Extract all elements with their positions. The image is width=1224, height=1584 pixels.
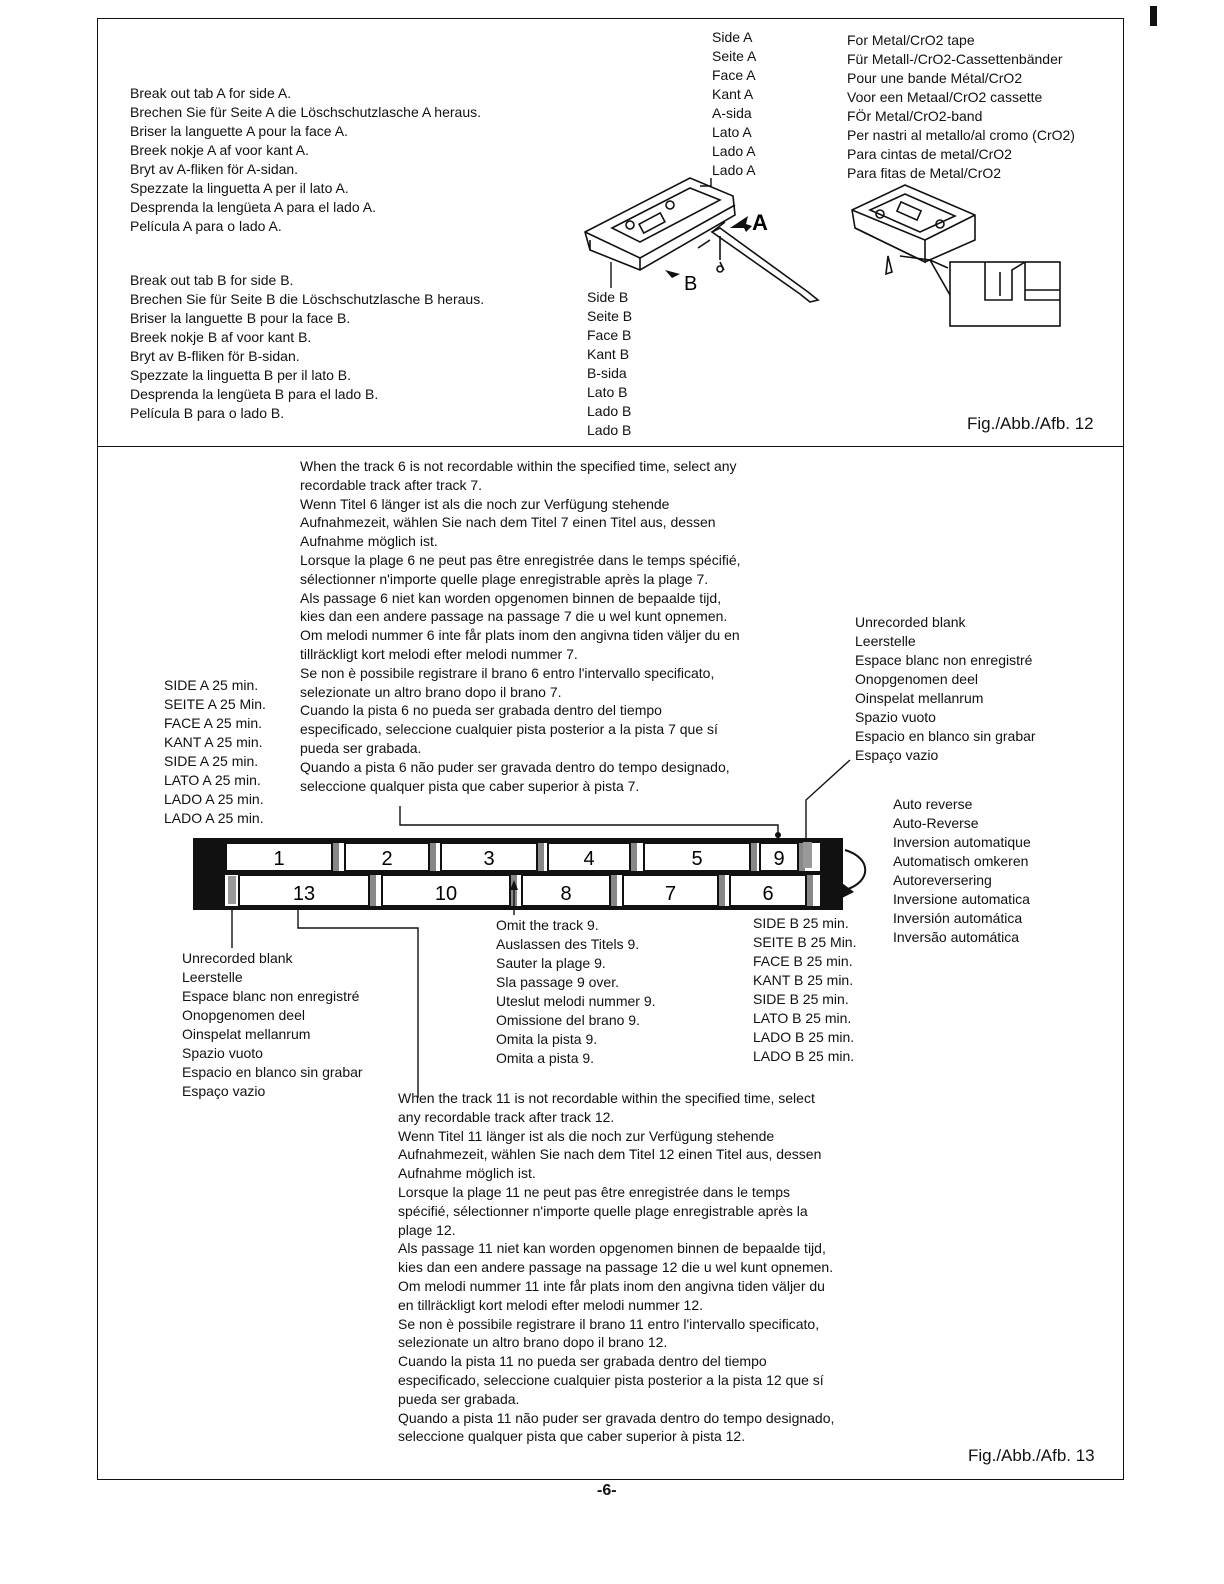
text-line: LADO B 25 min. bbox=[753, 1048, 855, 1064]
text-line: FÖr Metal/CrO2-band bbox=[847, 108, 983, 124]
text-line: When the track 11 is not recordable within the specified time, select bbox=[398, 1090, 815, 1106]
text-line: SIDE B 25 min. bbox=[753, 991, 849, 1007]
text-line: Lorsque la plage 11 ne peut pas être enregistrée dans le temps bbox=[398, 1183, 790, 1200]
text-line: Lato A bbox=[712, 124, 752, 140]
text-line: Onopgenomen deel bbox=[182, 1007, 305, 1023]
top-track-track-number: 2 bbox=[381, 848, 393, 870]
text-line: seleccione qualquer pista que caber superior à pista 12. bbox=[398, 1428, 746, 1445]
text-line: Break out tab B for side B. bbox=[130, 272, 294, 288]
text-line: Voor een Metaal/CrO2 cassette bbox=[847, 89, 1043, 105]
text-line: B-sida bbox=[587, 365, 627, 381]
bottom-track-track-number: 13 bbox=[292, 883, 316, 905]
text-line: Als passage 11 niet kan worden opgenomen binnen de bepaalde tijd, bbox=[398, 1240, 826, 1257]
text-line: Película B para o lado B. bbox=[130, 405, 285, 421]
top-track-track-number: 3 bbox=[483, 848, 495, 870]
bottom-track-track-number: 7 bbox=[664, 883, 677, 905]
bottom-track-track-number: 6 bbox=[762, 883, 774, 905]
text-line: Kant A bbox=[712, 86, 754, 102]
text-line: SEITE B 25 Min. bbox=[753, 934, 857, 950]
cassette-tab-illustration bbox=[585, 178, 818, 302]
page-number: -6- bbox=[597, 1482, 617, 1499]
text-line: Breek nokje B af voor kant B. bbox=[130, 329, 312, 345]
tape-track-diagram bbox=[193, 838, 843, 910]
track-gap bbox=[611, 875, 617, 906]
text-line: Aufnahmezeit, wählen Sie nach dem Titel 12 einen Titel aus, dessen bbox=[398, 1146, 822, 1163]
text-line: Wenn Titel 11 länger ist als die noch zur Verfügung stehende bbox=[398, 1127, 775, 1144]
text-line: Espacio en blanco sin grabar bbox=[182, 1064, 363, 1080]
text-line: Om melodi nummer 11 inte får plats inom den angivna tiden väljer du bbox=[398, 1277, 825, 1294]
text-line: Espaço vazio bbox=[855, 747, 939, 763]
text-line: selezionate un altro brano dopo il brano 7. bbox=[300, 683, 562, 700]
text-line: pueda ser grabada. bbox=[398, 1390, 520, 1407]
text-line: FACE A 25 min. bbox=[164, 715, 263, 731]
track-gap bbox=[631, 843, 637, 871]
text-line: Auto reverse bbox=[893, 796, 973, 812]
text-line: Para fitas de Metal/CrO2 bbox=[847, 165, 1002, 181]
top-track-cells bbox=[226, 843, 805, 871]
text-line: kies dan een andere passage na passage 7 die u wel kunt opnemen. bbox=[300, 608, 728, 625]
diagram-letter-b: B bbox=[684, 273, 698, 295]
pointer-dot bbox=[775, 832, 781, 838]
text-line: LATO B 25 min. bbox=[753, 1010, 852, 1026]
text-line: Espace blanc non enregistré bbox=[182, 988, 360, 1004]
text-line: Briser la languette A pour la face A. bbox=[130, 123, 348, 139]
text-line: Aufnahmezeit, wählen Sie nach dem Titel 7 einen Titel aus, dessen bbox=[300, 514, 716, 531]
text-line: A-sida bbox=[712, 105, 752, 121]
text-line: Omita la pista 9. bbox=[496, 1031, 598, 1047]
text-line: Se non è possibile registrare il brano 6 entro l'intervallo specificato, bbox=[300, 664, 715, 681]
text-line: Breek nokje A af voor kant A. bbox=[130, 142, 309, 158]
track-gap bbox=[430, 843, 436, 871]
text-line: Omita a pista 9. bbox=[496, 1050, 595, 1066]
text-line: Unrecorded blank bbox=[855, 614, 966, 630]
text-line: When the track 6 is not recordable within the specified time, select any bbox=[300, 458, 737, 474]
text-line: Cuando la pista 11 no pueda ser grabada dentro del tiempo bbox=[398, 1353, 767, 1370]
text-line: LATO A 25 min. bbox=[164, 772, 261, 788]
text-line: Se non è possibile registrare il brano 11 entro l'intervallo specificato, bbox=[398, 1315, 820, 1332]
text-line: Auslassen des Titels 9. bbox=[496, 936, 640, 952]
fig12-label: Fig./Abb./Afb. 12 bbox=[967, 414, 1094, 433]
text-line: Omit the track 9. bbox=[496, 917, 599, 933]
text-line: Película A para o lado A. bbox=[130, 218, 282, 234]
text-line: SIDE B 25 min. bbox=[753, 915, 849, 931]
text-line: Lado A bbox=[712, 162, 756, 178]
text-line: Onopgenomen deel bbox=[855, 671, 978, 687]
text-line: Side B bbox=[587, 289, 629, 305]
top-track-track-number: 5 bbox=[691, 848, 703, 870]
bottom-track-track-number: 10 bbox=[434, 883, 458, 905]
text-line: Espacio en blanco sin grabar bbox=[855, 728, 1036, 744]
text-line: en tillräckligt kort melodi efter melodi nummer 12. bbox=[398, 1296, 704, 1313]
fig13-leader-lines bbox=[232, 760, 865, 1098]
text-line: Autoreversering bbox=[893, 872, 992, 888]
text-line: Briser la languette B pour la face B. bbox=[130, 310, 351, 326]
text-line: Face B bbox=[587, 327, 632, 343]
text-line: Lorsque la plage 6 ne peut pas être enregistrée dans le temps spécifié, bbox=[300, 551, 741, 568]
top-track-track-number: 1 bbox=[273, 848, 285, 870]
text-line: seleccione qualquer pista que caber superior à pista 7. bbox=[300, 777, 640, 794]
top-track-track-number: 9 bbox=[773, 848, 785, 870]
track-gap bbox=[807, 875, 813, 906]
text-line: selezionate un altro brano dopo il brano 12. bbox=[398, 1334, 668, 1351]
auto-reverse-arrow-icon bbox=[842, 883, 854, 898]
text-line: especificado, seleccione cualquier pista posterior a la pista 12 que sí bbox=[398, 1371, 824, 1388]
text-line: Break out tab A for side A. bbox=[130, 85, 292, 101]
text-line: Cuando la pista 6 no pueda ser grabada dentro del tiempo bbox=[300, 702, 662, 719]
fig13-label: Fig./Abb./Afb. 13 bbox=[968, 1446, 1095, 1465]
text-line: Inversione automatica bbox=[893, 891, 1030, 907]
diagram-letter-a: A bbox=[752, 210, 768, 235]
text-line: Brechen Sie für Seite A die Löschschutzlasche A heraus. bbox=[130, 104, 481, 120]
text-line: SIDE A 25 min. bbox=[164, 753, 259, 769]
text-line: KANT A 25 min. bbox=[164, 734, 263, 750]
text-line: pueda ser grabada. bbox=[300, 739, 422, 756]
text-line: Inversão automática bbox=[893, 929, 1020, 945]
text-line: Wenn Titel 6 länger ist als die noch zur Verfügung stehende bbox=[300, 495, 670, 512]
text-line: Espaço vazio bbox=[182, 1083, 266, 1099]
text-line: Quando a pista 6 não puder ser gravada dentro do tempo designado, bbox=[300, 758, 730, 775]
text-line: Seite B bbox=[587, 308, 633, 324]
text-line: Per nastri al metallo/al cromo (CrO2) bbox=[847, 127, 1075, 143]
text-line: Lato B bbox=[587, 384, 628, 400]
unrecorded-blank-marker bbox=[803, 842, 812, 868]
text-line: Auto-Reverse bbox=[893, 815, 979, 831]
text-line: Spezzate la linguetta A per il lato A. bbox=[130, 180, 349, 196]
text-line: Face A bbox=[712, 67, 756, 83]
text-line: LADO A 25 min. bbox=[164, 791, 264, 807]
text-line: Espace blanc non enregistré bbox=[855, 652, 1033, 668]
text-line: Brechen Sie für Seite B die Löschschutzlasche B heraus. bbox=[130, 291, 485, 307]
text-line: sélectionner n'importe quelle plage enregistrable après la plage 7. bbox=[300, 570, 709, 587]
text-line: Sauter la plage 9. bbox=[496, 955, 606, 971]
text-line: Om melodi nummer 6 inte får plats inom den angivna tiden väljer du en bbox=[300, 627, 740, 644]
text-line: Spazio vuoto bbox=[182, 1045, 263, 1061]
text-line: any recordable track after track 12. bbox=[398, 1108, 615, 1125]
text-line: For Metal/CrO2 tape bbox=[847, 32, 975, 48]
text-line: Spezzate la linguetta B per il lato B. bbox=[130, 367, 352, 383]
text-line: Lado B bbox=[587, 403, 632, 419]
text-line: Kant B bbox=[587, 346, 630, 362]
text-line: Leerstelle bbox=[182, 969, 243, 985]
track-gap bbox=[333, 843, 339, 871]
text-line: Oinspelat mellanrum bbox=[855, 690, 984, 706]
track-gap bbox=[538, 843, 544, 871]
text-line: SIDE A 25 min. bbox=[164, 677, 259, 693]
text-line: Sla passage 9 over. bbox=[496, 974, 619, 990]
text-line: Desprenda la lengüeta A para el lado A. bbox=[130, 199, 376, 215]
text-line: LADO A 25 min. bbox=[164, 810, 264, 826]
text-line: Para cintas de metal/CrO2 bbox=[847, 146, 1012, 162]
text-line: Pour une bande Métal/CrO2 bbox=[847, 70, 1023, 86]
text-line: especificado, seleccione cualquier pista posterior a la pista 7 que sí bbox=[300, 721, 718, 738]
text-line: Als passage 6 niet kan worden opgenomen binnen de bepaalde tijd, bbox=[300, 589, 722, 606]
text-line: Omissione del brano 9. bbox=[496, 1012, 640, 1028]
text-line: recordable track after track 7. bbox=[300, 476, 483, 493]
metal-tape-illustration bbox=[852, 185, 1060, 326]
text-line: Aufnahme möglich ist. bbox=[300, 533, 438, 550]
bottom-track-track-number: 8 bbox=[560, 883, 572, 905]
text-line: plage 12. bbox=[398, 1221, 456, 1238]
top-track-track-number: 4 bbox=[583, 848, 595, 870]
track-gap bbox=[719, 875, 725, 906]
text-line: SEITE A 25 Min. bbox=[164, 696, 266, 712]
text-line: Unrecorded blank bbox=[182, 950, 293, 966]
text-line: Side A bbox=[712, 29, 753, 45]
text-line: spécifié, sélectionner n'importe quelle plage enregistrable après la bbox=[398, 1202, 808, 1219]
text-line: Spazio vuoto bbox=[855, 709, 936, 725]
text-line: Lado A bbox=[712, 143, 756, 159]
text-line: Automatisch omkeren bbox=[893, 853, 1029, 869]
track-gap bbox=[370, 875, 376, 906]
text-line: Desprenda la lengüeta B para el lado B. bbox=[130, 386, 379, 402]
unrecorded-blank-marker bbox=[228, 876, 236, 904]
text-line: Leerstelle bbox=[855, 633, 916, 649]
text-line: LADO B 25 min. bbox=[753, 1029, 855, 1045]
text-line: Lado B bbox=[587, 422, 632, 438]
text-line: Bryt av B-fliken för B-sidan. bbox=[130, 348, 300, 364]
text-line: FACE B 25 min. bbox=[753, 953, 853, 969]
text-line: KANT B 25 min. bbox=[753, 972, 854, 988]
text-line: Uteslut melodi nummer 9. bbox=[496, 993, 656, 1009]
text-line: Oinspelat mellanrum bbox=[182, 1026, 311, 1042]
text-line: tillräckligt kort melodi efter melodi nummer 7. bbox=[300, 645, 578, 662]
text-line: Quando a pista 11 não puder ser gravada dentro do tempo designado, bbox=[398, 1409, 835, 1426]
text-line: Seite A bbox=[712, 48, 757, 64]
text-line: Bryt av A-fliken för A-sidan. bbox=[130, 161, 299, 177]
text-line: Aufnahme möglich ist. bbox=[398, 1165, 536, 1182]
text-line: kies dan een andere passage na passage 12 die u wel kunt opnemen. bbox=[398, 1259, 834, 1276]
text-line: Für Metall-/CrO2-Cassettenbänder bbox=[847, 51, 1063, 67]
text-line: Inversión automática bbox=[893, 910, 1023, 926]
text-line: Inversion automatique bbox=[893, 834, 1031, 850]
track-gap bbox=[751, 843, 757, 871]
